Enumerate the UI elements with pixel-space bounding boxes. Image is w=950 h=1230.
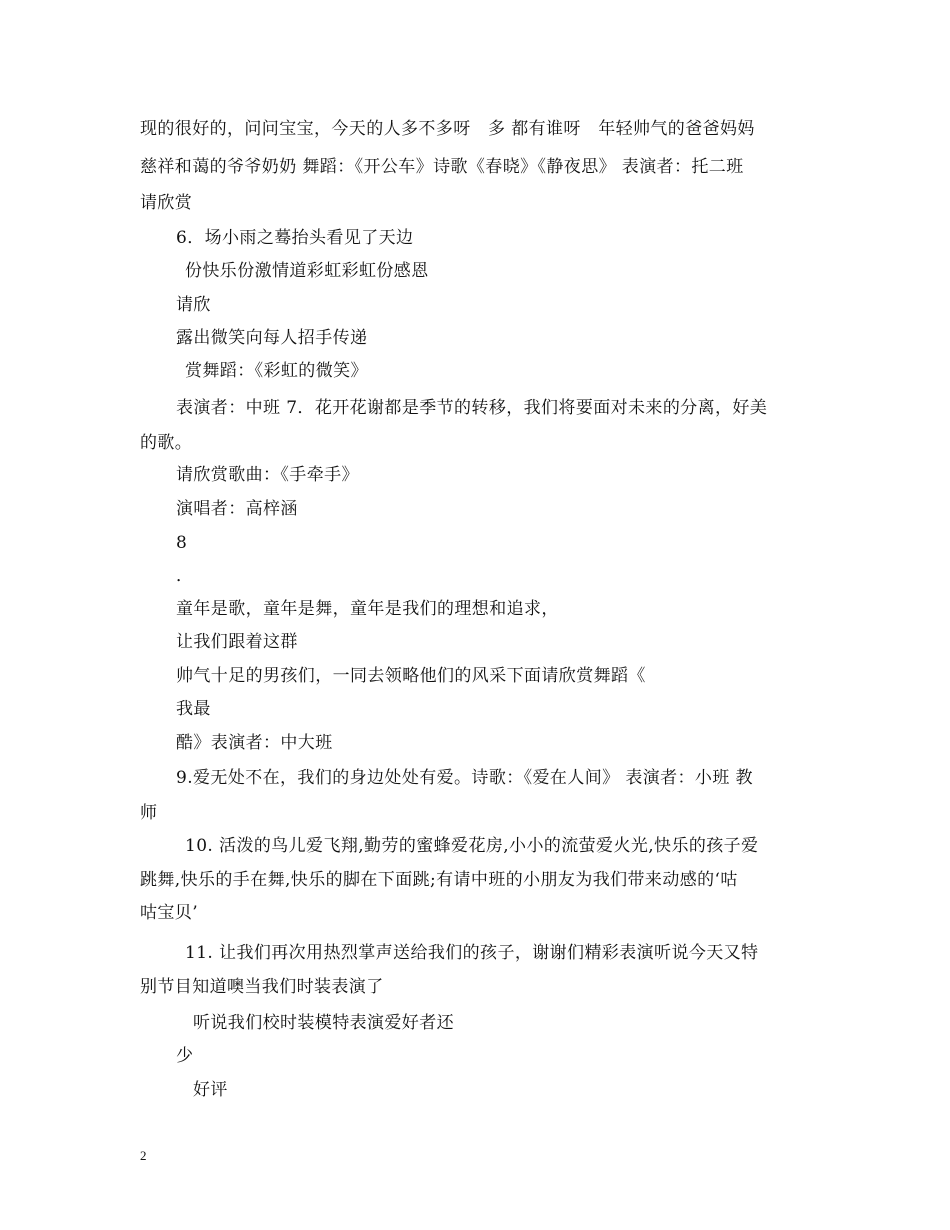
text-line: 童年是歌，童年是舞，童年是我们的理想和追求，: [176, 599, 559, 619]
text-line: 师: [140, 803, 158, 823]
text-line: 咕宝贝’: [140, 903, 199, 923]
text-line: 现的很好的，问问宝宝，今天的人多不多呀 多 都有谁呀 年轻帅气的爸爸妈妈: [140, 119, 755, 139]
text-line: 11. 让我们再次用热烈掌声送给我们的孩子，谢谢们精彩表演听说今天又特: [185, 943, 759, 963]
text-line: 少: [176, 1046, 194, 1066]
text-line: 请欣赏: [140, 193, 193, 213]
text-line: 露出微笑向每人招手传递: [176, 328, 368, 348]
text-line: 6．场小雨之蓦抬头看见了天边: [176, 228, 414, 248]
text-line: 演唱者：高梓涵: [176, 499, 298, 519]
text-line: 赏舞蹈：《彩虹的微笑》: [185, 361, 368, 381]
text-line: 酷》表演者：中大班: [176, 733, 333, 753]
text-line: 9.爱无处不在，我们的身边处处有爱。诗歌：《爱在人间》 表演者：小班 教: [176, 768, 753, 788]
text-line: 我最: [176, 699, 211, 719]
text-line: 的歌。: [140, 433, 193, 453]
text-line: 份快乐份激情道彩虹彩虹份感恩: [185, 261, 429, 281]
text-line: 好评: [193, 1080, 228, 1100]
text-line: 跳舞,快乐的手在舞,快乐的脚在下面跳;有请中班的小朋友为我们带来动感的‘咕: [140, 870, 738, 890]
page-number: 2: [140, 1148, 147, 1163]
text-line: 表演者：中班 7．花开花谢都是季节的转移，我们将要面对未来的分离，好美: [176, 398, 768, 418]
text-line: ．: [176, 566, 194, 586]
text-line: 让我们跟着这群: [176, 632, 298, 652]
text-line: 8: [176, 533, 188, 553]
text-line: 请欣: [176, 295, 211, 315]
text-line: 别节目知道噢当我们时装表演了: [140, 977, 384, 997]
text-line: 慈祥和蔼的爷爷奶奶 舞蹈：《开公车》诗歌《春晓》《静夜思》 表演者：托二班: [140, 157, 744, 177]
text-line: 听说我们校时装模特表演爱好者还: [193, 1013, 454, 1033]
text-line: 帅气十足的男孩们，一同去领略他们的风采下面请欣赏舞蹈《: [176, 666, 646, 686]
text-line: 10. 活泼的鸟儿爱飞翔,勤劳的蜜蜂爱花房,小小的流萤爱火光,快乐的孩子爱: [185, 836, 759, 856]
text-line: 请欣赏歌曲：《手牵手》: [176, 465, 359, 485]
